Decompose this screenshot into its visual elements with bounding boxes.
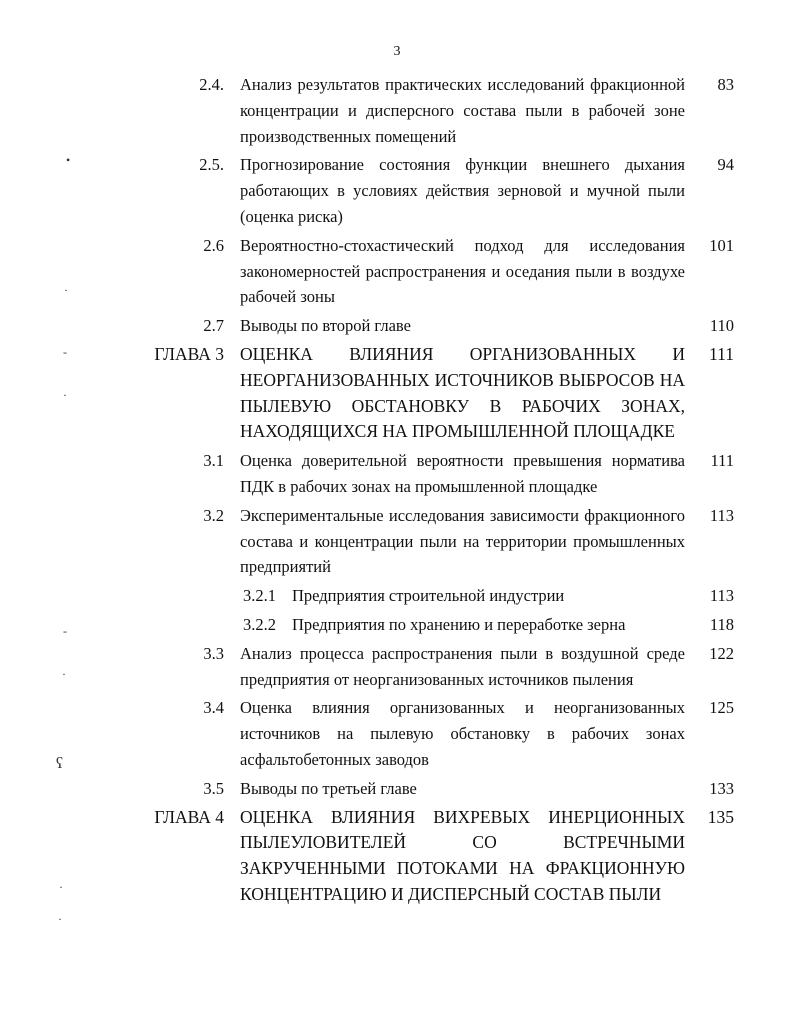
scan-speck: · — [62, 667, 66, 681]
toc-chapter-entry — [0, 805, 794, 908]
toc-entry-number: 3.2.2 — [243, 614, 276, 634]
toc-entry-page: 83 — [717, 75, 734, 94]
toc-entry — [0, 641, 794, 693]
toc-entry — [0, 695, 794, 772]
toc-entry — [0, 313, 794, 339]
toc-subentry — [0, 583, 794, 609]
scan-speck: - — [63, 624, 67, 638]
toc-entry-page: 113 — [709, 586, 734, 606]
toc-entry-number: 3.1 — [203, 451, 224, 471]
toc-entry — [0, 152, 794, 229]
scan-speck: · — [64, 283, 68, 297]
toc-chapter-entry — [0, 342, 794, 445]
toc-chapter-title: ОЦЕНКА ВЛИЯНИЯ ВИХРЕВЫХ ИНЕРЦИОННЫХ ПЫЛЕУЛОВИТЕЛЕЙ СО ВСТРЕЧНЫМИ ЗАКРУЧЕННЫМИ ПОТОКАМИ НА ФРАКЦИОННУЮ КОНЦЕНТРАЦИЮ И ДИСПЕРСНЫЙ СОСТАВ ПЫЛИ — [240, 806, 685, 904]
toc-entry-title: Предприятия по хранению и переработке зерна — [292, 614, 626, 634]
toc-entry-number: 3.2.1 — [243, 586, 276, 606]
toc-entry — [0, 233, 794, 310]
scan-speck: ʕ — [56, 755, 64, 772]
toc-entry — [0, 776, 794, 802]
toc-entry — [0, 72, 794, 149]
toc-entry-title: Предприятия строительной индустрии — [292, 586, 565, 606]
toc-entry-page: 133 — [709, 778, 734, 798]
toc-entry-title: Анализ процесса распространения пыли в воздушной среде предприятия от неорганизованных источников пыления — [240, 643, 685, 689]
toc-entry-title: Анализ результатов практических исследований фракционной концентрации и дисперсного состава пыли в рабочей зоне производственных помещений — [240, 75, 685, 146]
toc-entry-number: 2.7 — [203, 316, 224, 336]
scan-speck: • — [66, 153, 71, 167]
toc-entry-title: Выводы по третьей главе — [240, 778, 417, 798]
scan-speck: · — [63, 388, 67, 402]
scan-speck: - — [63, 345, 67, 359]
toc-chapter-number: ГЛАВА 4 — [154, 806, 224, 827]
toc-entry-page: 110 — [709, 316, 734, 336]
toc-entry-page: 113 — [709, 505, 734, 525]
toc-entry-title: Оценка влияния организованных и неорганизованных источников на пылевую обстановку в рабочих зонах асфальтобетонных заводов — [240, 698, 685, 769]
toc-entry-page: 118 — [709, 614, 734, 634]
toc-entry-number: 3.2 — [203, 505, 224, 525]
toc-entry — [0, 503, 794, 580]
toc-entry — [0, 448, 794, 500]
toc-entry-number: 3.5 — [203, 778, 224, 798]
toc-chapter-title: ОЦЕНКА ВЛИЯНИЯ ОРГАНИЗОВАННЫХ И НЕОРГАНИЗОВАННЫХ ИСТОЧНИКОВ ВЫБРОСОВ НА ПЫЛЕВУЮ ОБСТАНОВКУ В РАБОЧИХ ЗОНАХ, НАХОДЯЩИХСЯ НА ПРОМЫШЛЕННОЙ ПЛОЩАДКЕ — [240, 343, 685, 442]
toc-entry-number: 3.4 — [203, 698, 224, 718]
toc-entry-number: 2.6 — [203, 235, 224, 255]
scan-speck: · — [59, 880, 63, 894]
toc-entry-number: 2.5. — [199, 155, 224, 175]
toc-entry-number: 3.3 — [203, 643, 224, 663]
toc-subentry — [0, 612, 794, 638]
toc-entry-title: Оценка доверительной вероятности превышения норматива ПДК в рабочих зонах на промышленной площадке — [240, 451, 685, 496]
scan-speck: · — [58, 912, 62, 926]
toc-entry-title: Экспериментальные исследования зависимости фракционного состава и концентрации пыли на территории промышленных предприятий — [240, 505, 685, 577]
toc-entry-number: 2.4. — [199, 75, 224, 94]
toc-entry-title: Вероятностно-стохастический подход для исследования закономерностей распространения и оседания пыли в воздухе рабочей зоны — [240, 235, 685, 307]
toc-entry-title: Выводы по второй главе — [240, 316, 411, 336]
toc-entry-page: 101 — [709, 235, 734, 255]
toc-entry-page: 94 — [717, 155, 734, 175]
page-number: 3 — [393, 44, 401, 59]
toc-entry-page: 122 — [709, 643, 734, 663]
toc-entry-title: Прогнозирование состояния функции внешнего дыхания работающих в условиях действия зерновой и мучной пыли (оценка риска) — [240, 155, 685, 226]
toc-chapter-number: ГЛАВА 3 — [154, 343, 224, 364]
toc-entry-page: 111 — [710, 451, 734, 471]
toc-entry-page: 135 — [707, 806, 734, 827]
toc-entry-page: 111 — [709, 343, 734, 364]
table-of-contents — [0, 72, 794, 911]
toc-entry-page: 125 — [709, 698, 734, 718]
